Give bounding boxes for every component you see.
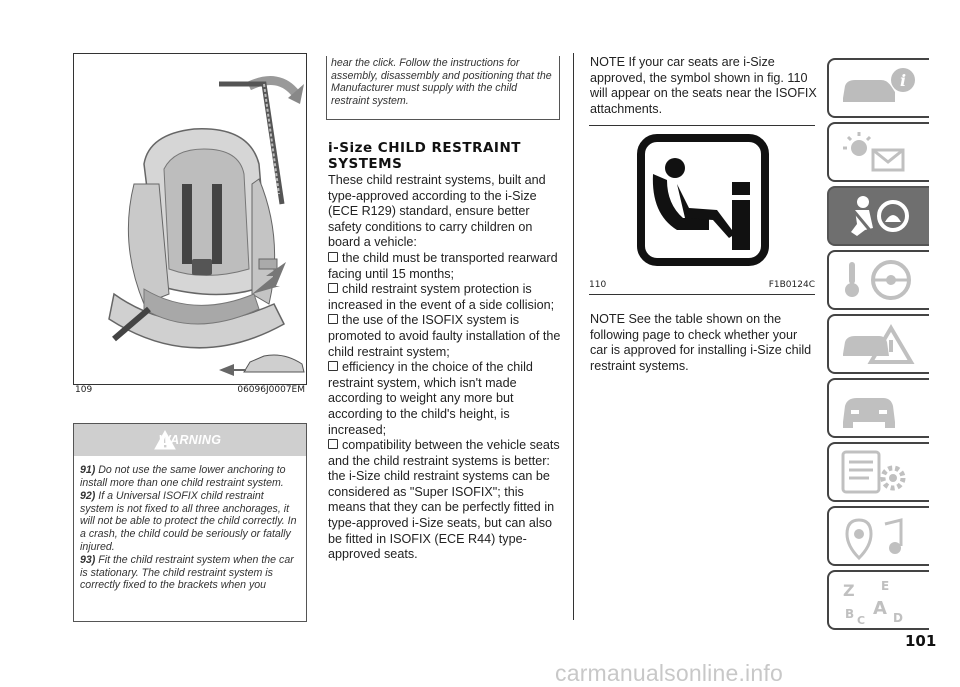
tab-starting-driving[interactable] xyxy=(827,250,929,310)
page-number: 101 xyxy=(905,632,937,650)
bullet-text: compatibility between the vehicle seats and the child restraint systems is better: the i-Size child restraint systems can be considered as "Super ISOFIX"; this means that they can be perfectly fitted in type-approved i-Size seats, but can also be fitted in ISOFIX (ECE R44) type-approved seats. xyxy=(328,438,560,562)
svg-text:C: C xyxy=(857,614,866,627)
steering-wheel-key-icon xyxy=(829,252,929,308)
warning-items xyxy=(74,456,306,592)
warning-item-text: If a Universal ISOFIX child restraint system is not fixed to all three anchorages, it will not be able to protect the child correctly. In a crash, the child could be seriously or fatally injured. xyxy=(80,490,297,553)
figure-109-code: 06096J0007EM xyxy=(237,385,305,395)
warning-item-text: Do not use the same lower anchoring to install more than one child restraint system. xyxy=(80,464,286,489)
warning-item-number: 93) xyxy=(80,554,96,567)
safety-seatbelt-airbag-icon xyxy=(829,188,929,244)
warning-item xyxy=(80,490,300,553)
bullet-text: efficiency in the choice of the child restraint system, which isn't made according to weight any more but according to the child's height, is increased; xyxy=(328,360,533,437)
svg-text:E: E xyxy=(881,579,890,593)
figure-110-number: 110 xyxy=(589,280,607,290)
isize-child-seat-symbol-icon xyxy=(637,134,769,266)
bullet-item xyxy=(328,251,564,282)
figure-110-code: F1B0124C xyxy=(768,280,815,290)
checkbox-bullet-icon xyxy=(328,314,338,324)
section-title: i-Size CHILD RESTRAINT SYSTEMS xyxy=(328,140,521,172)
bullet-text: the use of the ISOFIX system is promoted to avoid faulty installation of the child restraint system; xyxy=(328,313,561,359)
multimedia-icon xyxy=(829,508,929,564)
bullet-item xyxy=(328,438,564,563)
tab-index[interactable] xyxy=(827,570,929,630)
warning-item-text: Fit the child restraint system when the car is stationary. The child restraint system is correctly fixed to the brackets when you xyxy=(80,554,294,592)
car-info-icon xyxy=(829,60,929,116)
tab-maintenance[interactable] xyxy=(827,378,929,438)
checkbox-bullet-icon xyxy=(328,439,338,449)
figure-109-number: 109 xyxy=(75,385,93,395)
note-2: NOTE See the table shown on the following page to check whether your car is approved for installing i-Size child restraint systems. xyxy=(590,312,812,373)
index-icon xyxy=(829,572,929,628)
warning-lights-icon xyxy=(829,124,929,180)
section-body xyxy=(328,173,564,563)
warning-item-number: 91) xyxy=(80,464,96,476)
svg-text:A: A xyxy=(873,598,887,619)
tab-safety[interactable] xyxy=(827,186,929,246)
svg-text:B: B xyxy=(845,607,855,621)
tab-emergency[interactable] xyxy=(827,314,929,374)
figure-110-isize-symbol xyxy=(589,125,815,295)
svg-text:D: D xyxy=(893,611,903,625)
continued-warning-box xyxy=(326,56,560,120)
svg-text:i: i xyxy=(900,71,907,90)
tab-technical-data[interactable] xyxy=(827,442,929,502)
technical-data-icon xyxy=(829,444,929,500)
warning-title: WARNING xyxy=(158,433,222,447)
note-1: NOTE If your car seats are i-Size approved, the symbol shown in fig. 110 will appear on the seats near the ISOFIX attachments. xyxy=(590,55,817,116)
continued-warning-text: hear the click. Follow the instructions for assembly, disassembly and positioning that the Manufacturer must supply with the child restraint system. xyxy=(331,57,552,107)
car-maintenance-icon xyxy=(829,380,929,436)
section-intro: These child restraint systems, built and type-approved according to the i-Size (ECE R129) standard, ensure better safety conditions to carry children on board a vehicle: xyxy=(328,173,546,250)
bullet-item xyxy=(328,360,564,438)
svg-text:Z: Z xyxy=(843,581,855,600)
child-seat-illustration xyxy=(74,54,306,384)
warning-header xyxy=(74,424,306,456)
column-divider xyxy=(573,53,574,620)
warning-item-number: 92) xyxy=(80,490,96,503)
tab-multimedia[interactable] xyxy=(827,506,929,566)
figure-109-child-seat-illustration xyxy=(73,53,307,385)
warning-box xyxy=(73,423,307,622)
tab-warning-lights[interactable] xyxy=(827,122,929,182)
checkbox-bullet-icon xyxy=(328,361,338,371)
bullet-text: child restraint system protection is increased in the event of a side collision; xyxy=(328,282,555,312)
bullet-item xyxy=(328,282,564,313)
figure-109-caption xyxy=(75,385,305,395)
bullet-text: the child must be transported rearward facing until 15 months; xyxy=(328,250,558,281)
checkbox-bullet-icon xyxy=(328,283,338,293)
emergency-icon xyxy=(829,316,929,372)
checkbox-bullet-icon xyxy=(328,252,338,262)
watermark: carmanualsonline.info xyxy=(555,660,783,686)
figure-110-caption xyxy=(589,280,815,290)
warning-item xyxy=(80,464,300,489)
bullet-item xyxy=(328,313,564,360)
tab-car-info[interactable] xyxy=(827,58,929,118)
warning-item xyxy=(80,554,300,592)
